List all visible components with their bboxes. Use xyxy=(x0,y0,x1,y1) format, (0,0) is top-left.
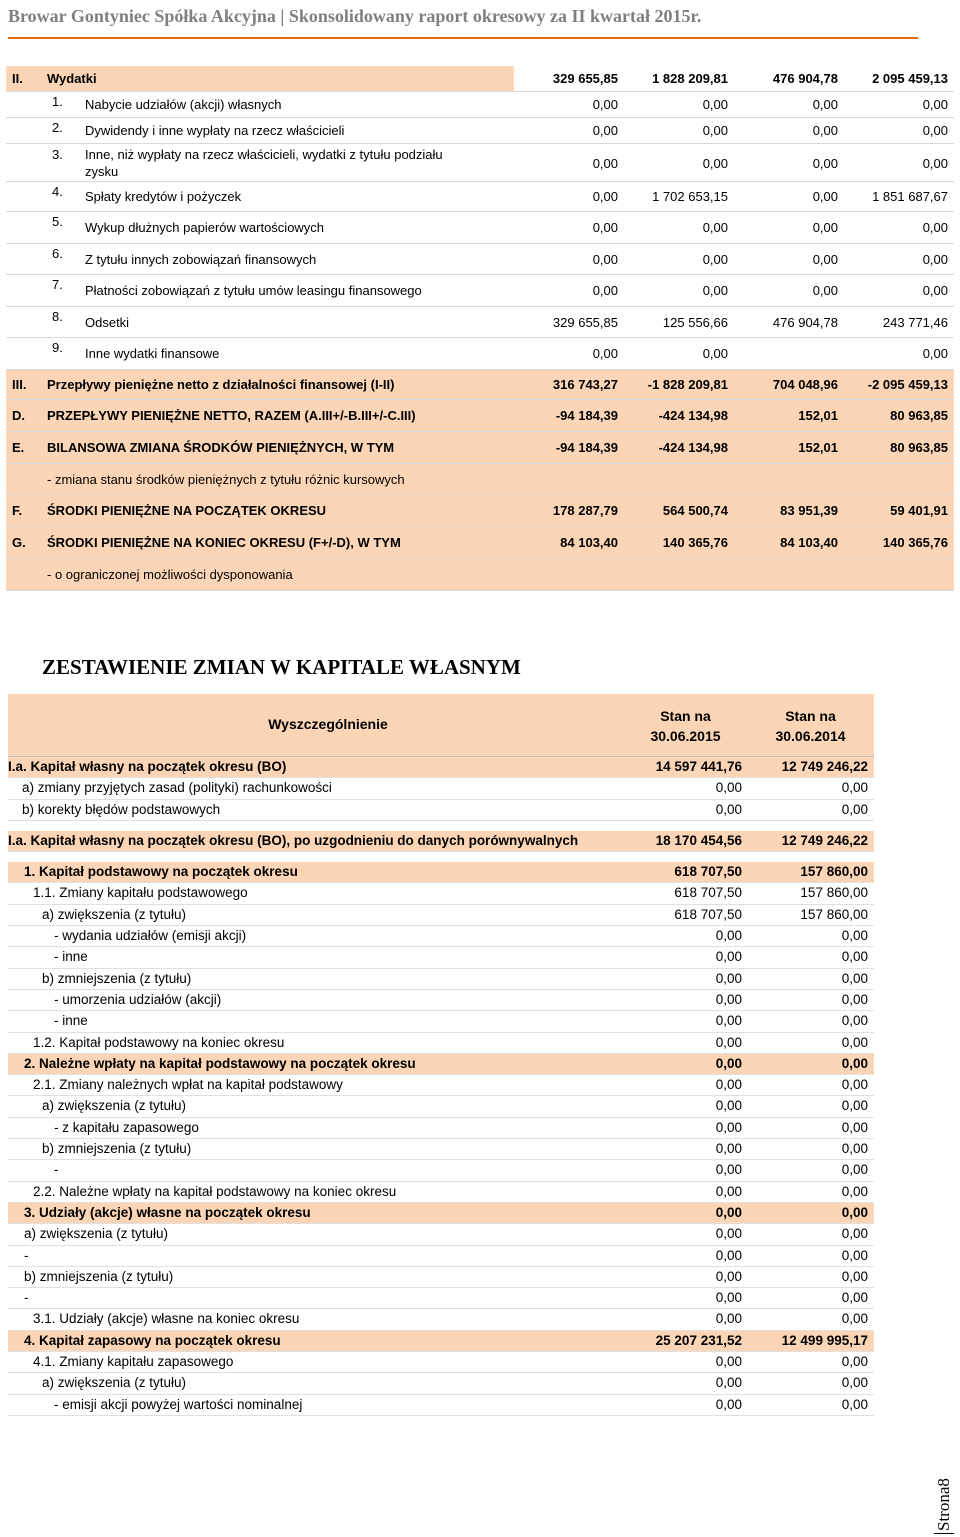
row-value-col4: 0,00 xyxy=(922,97,948,112)
equity-row xyxy=(8,1033,874,1054)
row-label: Dywidendy i inne wypłaty na rzecz właścicieli xyxy=(85,123,345,138)
equity-row-label: 1. Kapitał podstawowy na początek okresu xyxy=(24,864,298,880)
header-date-2015-value: 30.06.2015 xyxy=(650,728,721,744)
equity-row xyxy=(8,1096,874,1117)
equity-value-2015: 18 170 454,56 xyxy=(655,832,742,848)
equity-row-label: 1.1. Zmiany kapitału podstawowego xyxy=(33,885,248,901)
row-value-col4: 0,00 xyxy=(922,156,948,171)
equity-value-2014: 0,00 xyxy=(841,1077,868,1093)
equity-row xyxy=(8,969,874,990)
row-value-col1: 316 743,27 xyxy=(552,377,618,392)
equity-row-label: 2.1. Zmiany należnych wpłat na kapitał podstawowy xyxy=(33,1077,343,1093)
document-header xyxy=(8,6,918,39)
equity-row-label: - xyxy=(54,1162,59,1178)
equity-row xyxy=(8,1309,874,1330)
equity-row xyxy=(8,990,874,1011)
equity-row-label: b) korekty błędów podstawowych xyxy=(22,801,221,817)
row-value-col4: 59 401,91 xyxy=(890,503,948,518)
equity-value-2015: 618 707,50 xyxy=(674,906,742,922)
row-label: Inne wydatki finansowe xyxy=(85,346,220,361)
equity-row xyxy=(8,1203,874,1224)
equity-row xyxy=(8,1395,874,1416)
row-value-col4: 1 851 687,67 xyxy=(872,189,948,204)
row-value-col2: 564 500,74 xyxy=(662,503,728,518)
cashflow-row xyxy=(6,400,954,432)
equity-row xyxy=(8,800,874,821)
row-value-col3: 152,01 xyxy=(798,440,838,455)
row-value-col1: 0,00 xyxy=(592,189,618,204)
row-label: Przepływy pieniężne netto z działalności finansowej (I-II) xyxy=(47,377,395,392)
equity-row xyxy=(8,778,874,799)
equity-value-2014: 0,00 xyxy=(841,1119,868,1135)
row-value-col4: 0,00 xyxy=(922,123,948,138)
equity-value-2015: 0,00 xyxy=(715,1034,742,1050)
equity-value-2015: 0,00 xyxy=(715,928,742,944)
equity-value-2014: 0,00 xyxy=(841,1354,868,1370)
equity-row xyxy=(8,1288,874,1309)
equity-row xyxy=(8,1075,874,1096)
row-number: 6. xyxy=(52,246,63,261)
equity-value-2015: 0,00 xyxy=(715,1077,742,1093)
cashflow-row xyxy=(6,92,954,118)
equity-row-label: - emisji akcji powyżej wartości nominalnej xyxy=(54,1396,303,1412)
row-value-col1: 329 655,85 xyxy=(552,315,618,330)
row-value-col4: 140 365,76 xyxy=(882,535,948,550)
equity-row-label: 1.2. Kapitał podstawowy na koniec okresu xyxy=(33,1034,285,1050)
cashflow-row xyxy=(6,144,954,182)
equity-row xyxy=(8,1139,874,1160)
cashflow-row xyxy=(6,275,954,307)
row-value-col2: -424 134,98 xyxy=(658,408,728,423)
row-value-col1: 0,00 xyxy=(592,156,618,171)
equity-value-2014: 0,00 xyxy=(841,801,868,817)
equity-value-2015: 0,00 xyxy=(715,970,742,986)
row-value-col2: 0,00 xyxy=(702,346,728,361)
equity-value-2014: 12 499 995,17 xyxy=(781,1332,868,1348)
equity-row-label: 4. Kapitał zapasowy na początek okresu xyxy=(24,1332,281,1348)
header-date-2014-value: 30.06.2014 xyxy=(775,728,846,744)
cashflow-row xyxy=(6,244,954,275)
equity-value-2015: 0,00 xyxy=(715,1055,742,1071)
row-label: - o ograniczonej możliwości dysponowania xyxy=(47,567,293,582)
equity-value-2014: 157 860,00 xyxy=(800,885,868,901)
equity-value-2015: 0,00 xyxy=(715,780,742,796)
row-label: Nabycie udziałów (akcji) własnych xyxy=(85,97,282,112)
equity-row xyxy=(8,883,874,904)
row-value-col3: 0,00 xyxy=(812,123,838,138)
row-code: F. xyxy=(12,503,23,518)
cashflow-row xyxy=(6,338,954,370)
row-value-col3: 704 048,96 xyxy=(772,377,838,392)
equity-row xyxy=(8,831,874,852)
row-value-col3: 152,01 xyxy=(798,408,838,423)
equity-value-2014: 12 749 246,22 xyxy=(781,759,868,774)
equity-row-label: - xyxy=(24,1247,29,1263)
header-description: Wyszczególnienie xyxy=(268,716,388,732)
row-code: D. xyxy=(12,408,25,423)
row-value-col3: 0,00 xyxy=(812,220,838,235)
row-label: Inne, niż wypłaty na rzecz właścicieli, wydatki z tytułu podziału xyxy=(85,147,443,162)
cashflow-row xyxy=(6,66,954,92)
equity-value-2015: 618 707,50 xyxy=(674,864,742,880)
equity-row xyxy=(8,1182,874,1203)
equity-value-2015: 0,00 xyxy=(715,801,742,817)
cashflow-row xyxy=(6,559,954,591)
document-title: Browar Gontyniec Spółka Akcyjna | Skonsolidowany raport okresowy za II kwartał 2015r. xyxy=(8,6,702,26)
cashflow-row xyxy=(6,182,954,212)
row-label-continued: zysku xyxy=(85,164,119,179)
row-spacer xyxy=(8,821,874,831)
equity-row-label: 2.2. Należne wpłaty na kapitał podstawowy na koniec okresu xyxy=(33,1183,397,1199)
row-number: 1. xyxy=(52,94,63,109)
row-value-col2: 0,00 xyxy=(702,283,728,298)
row-value-col2: 125 556,66 xyxy=(662,315,728,330)
header-date-2015-label: Stan na xyxy=(660,708,711,724)
equity-row xyxy=(8,1054,874,1075)
row-number: 4. xyxy=(52,184,63,199)
equity-row-label: 2. Należne wpłaty na kapitał podstawowy na początek okresu xyxy=(24,1055,416,1071)
equity-row xyxy=(8,1246,874,1267)
cashflow-row xyxy=(6,432,954,464)
row-value-col3: 0,00 xyxy=(812,283,838,298)
row-value-col1: 0,00 xyxy=(592,252,618,267)
equity-row-label: - inne xyxy=(54,949,88,965)
equity-value-2015: 0,00 xyxy=(715,1396,742,1412)
equity-value-2015: 0,00 xyxy=(715,1290,742,1306)
equity-value-2014: 0,00 xyxy=(841,1055,868,1071)
row-value-col1: 0,00 xyxy=(592,97,618,112)
equity-row xyxy=(8,1224,874,1245)
row-label: Z tytułu innych zobowiązań finansowych xyxy=(85,252,317,267)
row-number: 9. xyxy=(52,340,63,355)
row-label: Wykup dłużnych papierów wartościowych xyxy=(85,220,325,235)
equity-value-2014: 0,00 xyxy=(841,1098,868,1114)
row-value-col1: 84 103,40 xyxy=(560,535,618,550)
row-value-col1: 0,00 xyxy=(592,123,618,138)
equity-value-2015: 0,00 xyxy=(715,1204,742,1220)
equity-row xyxy=(8,757,874,778)
equity-value-2014: 0,00 xyxy=(841,1183,868,1199)
row-value-col4: 0,00 xyxy=(922,283,948,298)
equity-value-2015: 0,00 xyxy=(715,1268,742,1284)
equity-value-2014: 0,00 xyxy=(841,1311,868,1327)
row-label: Wydatki xyxy=(47,71,97,86)
row-value-col3: 83 951,39 xyxy=(780,503,838,518)
row-value-col3: 84 103,40 xyxy=(780,535,838,550)
equity-table-body xyxy=(8,757,874,1416)
cashflow-row xyxy=(6,495,954,527)
equity-row-label: a) zwiększenia (z tytułu) xyxy=(42,1098,187,1114)
row-value-col4: 243 771,46 xyxy=(882,315,948,330)
equity-value-2015: 0,00 xyxy=(715,1226,742,1242)
row-value-col1: -94 184,39 xyxy=(555,408,618,423)
row-number: 7. xyxy=(52,277,63,292)
equity-row-label: 3. Udziały (akcje) własne na początek okresu xyxy=(24,1204,311,1220)
row-value-col4: 0,00 xyxy=(922,220,948,235)
row-value-col1: 329 655,85 xyxy=(552,71,618,86)
row-spacer xyxy=(8,852,874,862)
equity-value-2014: 0,00 xyxy=(841,1141,868,1157)
row-value-col4: 0,00 xyxy=(922,346,948,361)
row-value-col3: 476 904,78 xyxy=(772,71,838,86)
row-code: G. xyxy=(12,535,26,550)
equity-value-2014: 0,00 xyxy=(841,1375,868,1391)
equity-row-label: I.a. Kapitał własny na początek okresu (BO) xyxy=(8,759,287,774)
equity-row-label: b) zmniejszenia (z tytułu) xyxy=(42,970,192,986)
row-value-col3: 476 904,78 xyxy=(772,315,838,330)
row-value-col1: 0,00 xyxy=(592,283,618,298)
equity-row xyxy=(8,926,874,947)
equity-row xyxy=(8,1267,874,1288)
row-code: E. xyxy=(12,440,25,455)
equity-row xyxy=(8,947,874,968)
equity-value-2015: 25 207 231,52 xyxy=(655,1332,742,1348)
equity-row-label: I.a. Kapitał własny na początek okresu (BO), po uzgodnieniu do danych porównywalnych xyxy=(8,832,579,848)
equity-value-2015: 0,00 xyxy=(715,949,742,965)
equity-value-2014: 0,00 xyxy=(841,780,868,796)
cashflow-row xyxy=(6,118,954,144)
row-value-col2: 0,00 xyxy=(702,123,728,138)
equity-value-2015: 618 707,50 xyxy=(674,885,742,901)
equity-row-label: a) zwiększenia (z tytułu) xyxy=(42,1375,187,1391)
equity-row xyxy=(8,1160,874,1181)
row-label: BILANSOWA ZMIANA ŚRODKÓW PIENIĘŻNYCH, W TYM xyxy=(47,440,395,455)
equity-value-2015: 14 597 441,76 xyxy=(655,759,742,774)
cashflow-table xyxy=(6,66,954,591)
equity-value-2014: 0,00 xyxy=(841,1162,868,1178)
equity-row-label: - umorzenia udziałów (akcji) xyxy=(54,991,222,1007)
equity-value-2015: 0,00 xyxy=(715,1183,742,1199)
row-value-col4: 80 963,85 xyxy=(890,440,948,455)
equity-value-2014: 0,00 xyxy=(841,991,868,1007)
equity-value-2014: 0,00 xyxy=(841,970,868,986)
header-date-2015 xyxy=(628,706,743,746)
cashflow-row xyxy=(6,464,954,495)
equity-value-2015: 0,00 xyxy=(715,1119,742,1135)
row-value-col2: 0,00 xyxy=(702,252,728,267)
equity-row xyxy=(8,862,874,883)
equity-value-2014: 0,00 xyxy=(841,949,868,965)
equity-section-title: ZESTAWIENIE ZMIAN W KAPITALE WŁASNYM xyxy=(42,655,521,679)
equity-value-2014: 0,00 xyxy=(841,1013,868,1029)
row-label: - zmiana stanu środków pieniężnych z tytułu różnic kursowych xyxy=(47,472,405,487)
row-value-col1: 178 287,79 xyxy=(552,503,618,518)
header-date-2014 xyxy=(748,706,873,746)
row-value-col2: 140 365,76 xyxy=(662,535,728,550)
page-number-text: Strona8 xyxy=(934,1478,954,1534)
equity-value-2014: 0,00 xyxy=(841,1204,868,1220)
equity-row xyxy=(8,1373,874,1394)
equity-value-2014: 12 749 246,22 xyxy=(781,832,868,848)
equity-row-label: a) zmiany przyjętych zasad (polityki) rachunkowości xyxy=(22,780,332,796)
row-label: Płatności zobowiązań z tytułu umów leasingu finansowego xyxy=(85,283,422,298)
row-value-col2: -424 134,98 xyxy=(658,440,728,455)
row-value-col2: 1 828 209,81 xyxy=(652,71,728,86)
row-value-col1: 0,00 xyxy=(592,346,618,361)
equity-table-header xyxy=(8,694,874,757)
equity-value-2015: 0,00 xyxy=(715,1013,742,1029)
equity-row-label: - xyxy=(24,1290,29,1306)
row-number: 8. xyxy=(52,309,63,324)
equity-value-2015: 0,00 xyxy=(715,1311,742,1327)
equity-row-label: b) zmniejszenia (z tytułu) xyxy=(42,1141,192,1157)
equity-value-2014: 0,00 xyxy=(841,1268,868,1284)
equity-row xyxy=(8,905,874,926)
row-value-col3: 0,00 xyxy=(812,156,838,171)
equity-value-2015: 0,00 xyxy=(715,991,742,1007)
row-value-col2: 0,00 xyxy=(702,97,728,112)
row-value-col2: -1 828 209,81 xyxy=(647,377,728,392)
row-value-col1: 0,00 xyxy=(592,220,618,235)
equity-value-2014: 0,00 xyxy=(841,1396,868,1412)
equity-row-label: 4.1. Zmiany kapitału zapasowego xyxy=(33,1354,234,1370)
equity-row-label: a) zwiększenia (z tytułu) xyxy=(42,906,187,922)
equity-row xyxy=(8,1011,874,1032)
equity-value-2014: 157 860,00 xyxy=(800,864,868,880)
equity-value-2015: 0,00 xyxy=(715,1354,742,1370)
row-code: III. xyxy=(12,377,27,392)
cashflow-row xyxy=(6,307,954,338)
equity-value-2014: 157 860,00 xyxy=(800,906,868,922)
equity-row-label: a) zwiększenia (z tytułu) xyxy=(24,1226,169,1242)
equity-value-2015: 0,00 xyxy=(715,1162,742,1178)
equity-row-label: - z kapitału zapasowego xyxy=(54,1119,199,1135)
row-number: 2. xyxy=(52,120,63,135)
row-value-col3: 0,00 xyxy=(812,97,838,112)
equity-row-label: - inne xyxy=(54,1013,88,1029)
row-label: PRZEPŁYWY PIENIĘŻNE NETTO, RAZEM (A.III+/-B.III+/-C.III) xyxy=(47,408,416,423)
row-value-col4: 2 095 459,13 xyxy=(872,71,948,86)
equity-value-2014: 0,00 xyxy=(841,1226,868,1242)
row-number: 5. xyxy=(52,214,63,229)
equity-row-label: 3.1. Udziały (akcje) własne na koniec okresu xyxy=(33,1311,300,1327)
equity-value-2015: 0,00 xyxy=(715,1141,742,1157)
row-value-col2: 0,00 xyxy=(702,156,728,171)
equity-value-2015: 0,00 xyxy=(715,1375,742,1391)
row-label: ŚRODKI PIENIĘŻNE NA KONIEC OKRESU (F+/-D), W TYM xyxy=(47,535,401,550)
equity-value-2015: 0,00 xyxy=(715,1098,742,1114)
equity-value-2014: 0,00 xyxy=(841,928,868,944)
cashflow-row xyxy=(6,212,954,244)
equity-value-2014: 0,00 xyxy=(841,1247,868,1263)
row-value-col4: 0,00 xyxy=(922,252,948,267)
row-value-col3: 0,00 xyxy=(812,189,838,204)
equity-row-label: - wydania udziałów (emisji akcji) xyxy=(54,928,247,944)
page-number xyxy=(932,1470,958,1536)
equity-row xyxy=(8,1331,874,1352)
header-date-2014-label: Stan na xyxy=(785,708,836,724)
row-label: ŚRODKI PIENIĘŻNE NA POCZĄTEK OKRESU xyxy=(47,503,327,518)
equity-row xyxy=(8,1352,874,1373)
row-label: Spłaty kredytów i pożyczek xyxy=(85,189,242,204)
equity-value-2015: 0,00 xyxy=(715,1247,742,1263)
row-value-col2: 0,00 xyxy=(702,220,728,235)
equity-row-label: b) zmniejszenia (z tytułu) xyxy=(24,1268,174,1284)
row-value-col2: 1 702 653,15 xyxy=(652,189,728,204)
row-value-col3: 0,00 xyxy=(812,252,838,267)
row-value-col4: -2 095 459,13 xyxy=(867,377,948,392)
row-label: Odsetki xyxy=(85,315,130,330)
row-code: II. xyxy=(12,71,23,86)
equity-value-2014: 0,00 xyxy=(841,1290,868,1306)
row-number: 3. xyxy=(52,147,63,162)
equity-row xyxy=(8,1118,874,1139)
row-value-col4: 80 963,85 xyxy=(890,408,948,423)
cashflow-row xyxy=(6,527,954,559)
cashflow-row xyxy=(6,370,954,400)
equity-value-2014: 0,00 xyxy=(841,1034,868,1050)
equity-table xyxy=(8,694,874,1416)
row-value-col1: -94 184,39 xyxy=(555,440,618,455)
